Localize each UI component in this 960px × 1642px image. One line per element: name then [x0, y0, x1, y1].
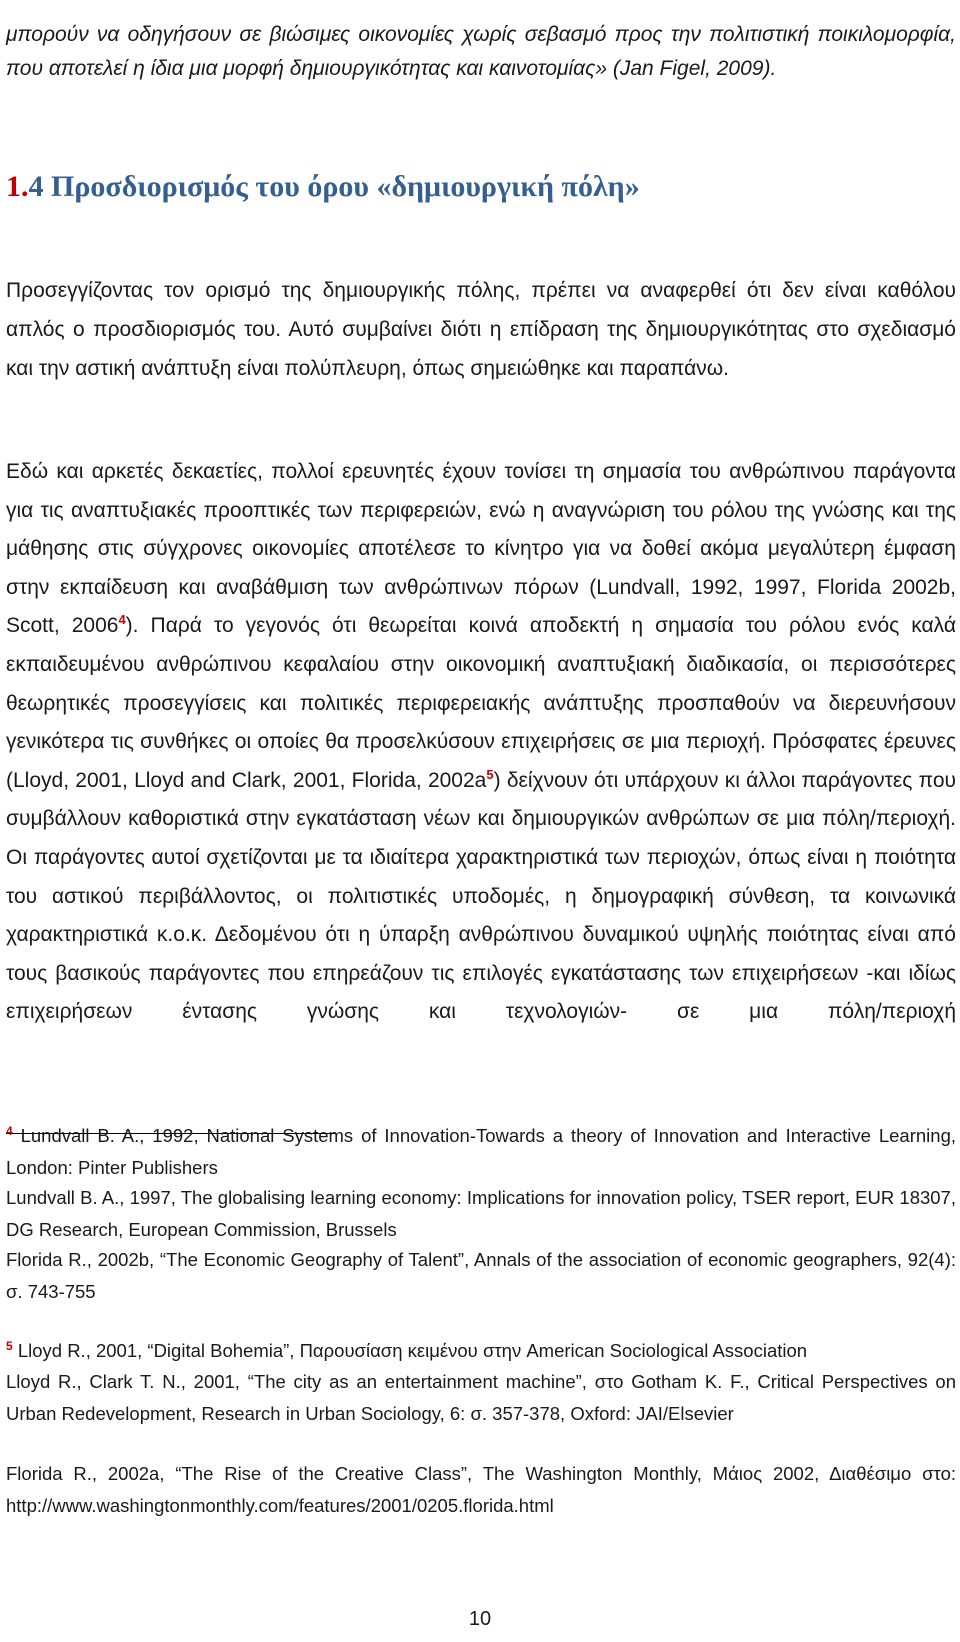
intro-paragraph: μπορούν να οδηγήσουν σε βιώσιμες οικονομίες χωρίς σεβασμό προς την πολιτιστική ποικιλομορφία, που αποτελεί η ίδια μια μορφή δημιουργικότητας και καινοτομίας» (Jan Figel, 2009).: [6, 23, 956, 80]
page-number: 10: [468, 1608, 492, 1630]
footnote-ref-5[interactable]: 5: [486, 766, 494, 782]
footnote-5-line-2: Lloyd R., Clark T. N., 2001, “The city as an entertainment machine”, στο Gotham K. F., Critical Perspectives on Urban Redevelopment, Research in Urban Sociology, 6: σ. 357-378, Oxford: JAI/Elsevier: [6, 1371, 956, 1424]
section-title: Προσδιορισμός του όρου «δημιουργική πόλη»: [51, 170, 640, 203]
body-paragraph-2-part-2: ). Παρά το γεγονός ότι θεωρείται κοινά αποδεκτή η σημασία του ρόλου ενός καλά εκπαιδευμένου ανθρώπινου κεφαλαίου στην οικονομική αναπτυξιακή διαδικασία, οι περισσότερες θεωρητικές προσεγγίσεις και πολιτικές περιφερειακής ανάπτυξης προσπαθούν να διερευνήσουν γενικότερα τις συνθήκες οι οποίες θα προσελκύσουν επιχειρήσεις σε μια περιοχή. Πρόσφατες έρευνες (Lloyd, 2001, Lloyd and Clark, 2001, Florida, 2002a: [6, 614, 956, 792]
footnote-5-text-3: Florida R., 2002a, “The Rise of the Creative Class”, The Washington Monthly, Μάιος 2002, Διαθέσιμο στο: http://www.washingtonmonthly.com/features/2001/0205.florida.html: [6, 1463, 956, 1516]
footnote-4-line-2: Lundvall B. A., 1997, The globalising learning economy: Implications for innovation policy, TSER report, EUR 18307, DG Research, European Commission, Brussels: [6, 1187, 956, 1240]
body-paragraph-1: Προσεγγίζοντας τον ορισμό της δημιουργικής πόλης, πρέπει να αναφερθεί ότι δεν είναι καθόλου απλός ο προσδιορισμός του. Αυτό συμβαίνει διότι η επίδραση της δημιουργικότητας στο σχεδιασμό και την αστική ανάπτυξη είναι πολύπλευρη, όπως σημειώθηκε και παραπάνω.: [6, 279, 956, 380]
body-paragraph-2: [6, 453, 956, 1032]
footnote-marker-5: 5: [6, 1339, 13, 1353]
footnote-5-line-1: [6, 1335, 956, 1367]
footnote-4-text-1: Lundvall B. A., 1992, National Systems of Innovation-Towards a theory of Innovation and Interactive Learning, London: Pinter Publishers: [6, 1125, 957, 1178]
footnote-4-line-3: Florida R., 2002b, “The Economic Geography of Talent”, Annals of the association of economic geographers, 92(4): σ. 743-755: [6, 1249, 956, 1302]
footnote-ref-4[interactable]: 4: [118, 612, 126, 628]
body-paragraph-2-part-3: ) δείχνουν ότι υπάρχουν κι άλλοι παράγοντες που συμβάλλουν καθοριστικά στην εγκατάσταση νέων και δημιουργικών ανθρώπων σε μια πόλη/περιοχή. Οι παράγοντες αυτοί σχετίζονται με τα ιδιαίτερα χαρακτηριστικά των περιοχών, όπως είναι η ποιότητα του αστικού περιβάλλοντος, οι πολιτιστικές υποδομές, η δημογραφική σύνθεση, τα κοινωνικά χαρακτηριστικά κ.ο.κ. Δεδομένου ότι η ύπαρξη ανθρώπινου δυναμικού υψηλής ποιότητας είναι από τους βασικούς παράγοντες που επηρεάζουν τις επιλογές εγκατάστασης των επιχειρήσεων -και ιδίως επιχειρήσεων έντασης γνώσης και τεχνολογιών- σε μια πόλη/περιοχή: [6, 768, 956, 1024]
footnote-5-line-3: [6, 1458, 956, 1522]
section-heading: [6, 170, 640, 204]
body-paragraph-2-part-1: Εδώ και αρκετές δεκαετίες, πολλοί ερευνητές έχουν τονίσει τη σημασία του ανθρώπινου παράγοντα για τις αναπτυξιακές προοπτικές των περιφερειών, ενώ η αναγνώριση του ρόλου της γνώσης και της μάθησης στις σύγχρονες οικονομίες αποτέλεσε το κίνητρο για να δοθεί ακόμα μεγαλύτερη έμφαση στην εκπαίδευση και αναβάθμιση των ανθρώπινων πόρων (Lundvall, 1992, 1997, Florida 2002b, Scott, 2006: [6, 460, 956, 638]
footnote-4-line-1: [6, 1120, 956, 1184]
section-number-rest: 4: [28, 170, 44, 203]
section-number: 1.: [6, 170, 29, 203]
footnote-marker-4: 4: [6, 1124, 13, 1138]
footnote-5-text-1: Lloyd R., 2001, “Digital Bohemia”, Παρουσίαση κειμένου στην American Sociological Association: [17, 1340, 808, 1361]
